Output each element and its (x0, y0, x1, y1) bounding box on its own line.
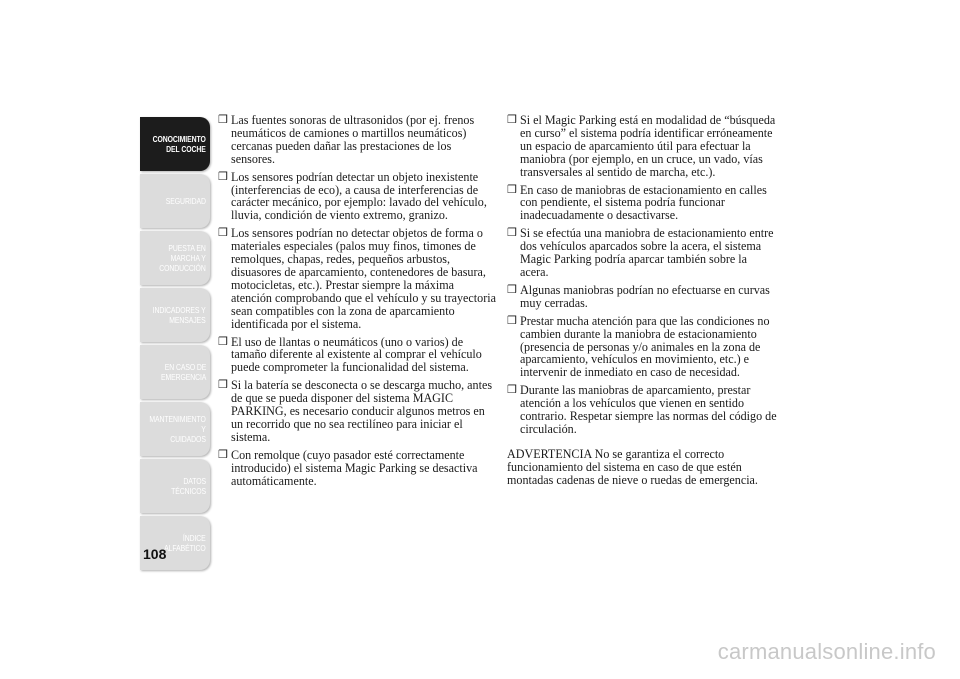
checkbox-bullet-icon: ❒ (218, 114, 228, 126)
tab-label: MANTENIMIENTO Y CUIDADOS (149, 414, 206, 444)
item-text: Durante las maniobras de aparcamiento, prestar atención a los vehículos que vienen en sentido contrario. Respetar siempre las normas del código de circulación. (520, 383, 777, 436)
list-item (218, 227, 496, 330)
item-text: Con remolque (cuyo pasador esté correctamente introducido) el sistema Magic Parking se desactiva automáticamente. (231, 447, 478, 488)
item-text: Si el Magic Parking está en modalidad de “búsqueda en curso” el sistema podría identificar erróneamente un espacio de aparcamiento útil para efectuar la maniobra (por ejemplo, en un cruce, un vado, vías transversales al sentido de marcha, etc.). (520, 113, 776, 179)
warning-paragraph: ADVERTENCIA No se garantiza el correcto funcionamiento del sistema en caso de que estén montadas cadenas de nieve o ruedas de emergencia. (507, 446, 758, 487)
item-text: Algunas maniobras podrían no efectuarse en curvas muy cerradas. (520, 282, 770, 310)
checkbox-bullet-icon: ❒ (507, 384, 517, 397)
tab-label: DATOS TÉCNICOS (171, 476, 206, 496)
checkbox-bullet-icon: ❒ (507, 283, 517, 296)
list-item (218, 379, 496, 444)
list-item (507, 384, 777, 436)
tab-puesta-en-marcha[interactable] (140, 231, 210, 285)
section-sidebar (140, 117, 210, 573)
tab-mantenimiento-y-cuidados[interactable] (140, 402, 210, 456)
tab-indicadores-y-mensajes[interactable] (140, 288, 210, 342)
tab-label: PUESTA EN MARCHA Y CONDUCCIÓN (159, 243, 206, 273)
left-column (218, 114, 496, 492)
checkbox-bullet-icon: ❒ (218, 448, 228, 461)
item-text: Prestar mucha atención para que las condiciones no cambien durante la maniobra de estacionamiento (presencia de personas y/o animales en la zona de aparcamiento, vehículos en movimiento, etc.) e intervenir de inmediato en caso de necesidad. (520, 313, 770, 380)
checkbox-bullet-icon: ❒ (218, 227, 228, 240)
item-text: Si la batería se desconecta o se descarga mucho, antes de que se pueda disponer del sistema MAGIC PARKING, es necesario conducir algunos metros en un recorrido que no sea rectilíneo para iniciar el sistema. (231, 378, 493, 444)
list-item (507, 315, 777, 380)
item-text: Los sensores podrían no detectar objetos de forma o materiales especiales (palos muy finos, timones de remolques, chapas, redes, pequeños arbustos, disuasores de aparcamiento, contenedores de basura, motocicletas, etc.). Prestar siempre la máxima atención comprobando que el vehículo y su trayectoria sean compatibles con la zona de aparcamiento identificada por el sistema. (231, 226, 496, 331)
list-item (218, 171, 496, 223)
checkbox-bullet-icon: ❒ (218, 379, 228, 392)
watermark: carmanualsonline.info (717, 639, 936, 664)
checkbox-bullet-icon: ❒ (218, 170, 228, 183)
checkbox-bullet-icon: ❒ (218, 335, 228, 348)
list-item (218, 114, 496, 166)
item-text: En caso de maniobras de estacionamiento en calles con pendiente, el sistema podría funcionar inadecuadamente o desactivarse. (520, 182, 767, 223)
checkbox-bullet-icon: ❒ (507, 183, 517, 196)
checkbox-bullet-icon: ❒ (507, 314, 517, 327)
tab-label: ÍNDICE ALFABÉTICO (164, 533, 206, 553)
checkbox-bullet-icon: ❒ (507, 227, 517, 240)
tab-en-caso-de-emergencia[interactable] (140, 345, 210, 399)
item-text: Las fuentes sonoras de ultrasonidos (por ej. frenos neumáticos de camiones o martillos neumáticos) cercanas pueden dañar las prestaciones de los sensores. (231, 113, 475, 166)
item-text: Los sensores podrían detectar un objeto inexistente (interferencias de eco), a causa de interferencias de carácter mecánico, por ejemplo: lavado del vehículo, lluvia, condición de viento extremo, granizo. (231, 169, 487, 223)
list-item (507, 284, 777, 310)
list-item (507, 184, 777, 223)
tab-seguridad[interactable] (140, 174, 210, 228)
item-text: Si se efectúa una maniobra de estacionamiento entre dos vehículos aparcados sobre la acera, el sistema Magic Parking podría aparcar también sobre la acera. (520, 226, 774, 279)
list-item (507, 114, 777, 179)
right-column (507, 114, 777, 487)
list-item (218, 336, 496, 375)
list-item (218, 449, 496, 488)
tab-conocimiento-del-coche[interactable] (140, 117, 210, 171)
page-number: 108 (143, 546, 167, 562)
checkbox-bullet-icon: ❒ (507, 114, 517, 126)
tab-datos-tecnicos[interactable] (140, 459, 210, 513)
item-text: El uso de llantas o neumáticos (uno o varios) de tamaño diferente al existente al comprar el vehículo puede comprometer la funcionalidad del sistema. (231, 334, 482, 375)
tab-label: INDICADORES Y MENSAJES (152, 305, 206, 325)
list-item (507, 227, 777, 279)
tab-label: EN CASO DE EMERGENCIA (160, 362, 206, 382)
tab-label: CONOCIMIENTO DEL COCHE (152, 134, 206, 154)
tab-label: SEGURIDAD (165, 196, 206, 206)
